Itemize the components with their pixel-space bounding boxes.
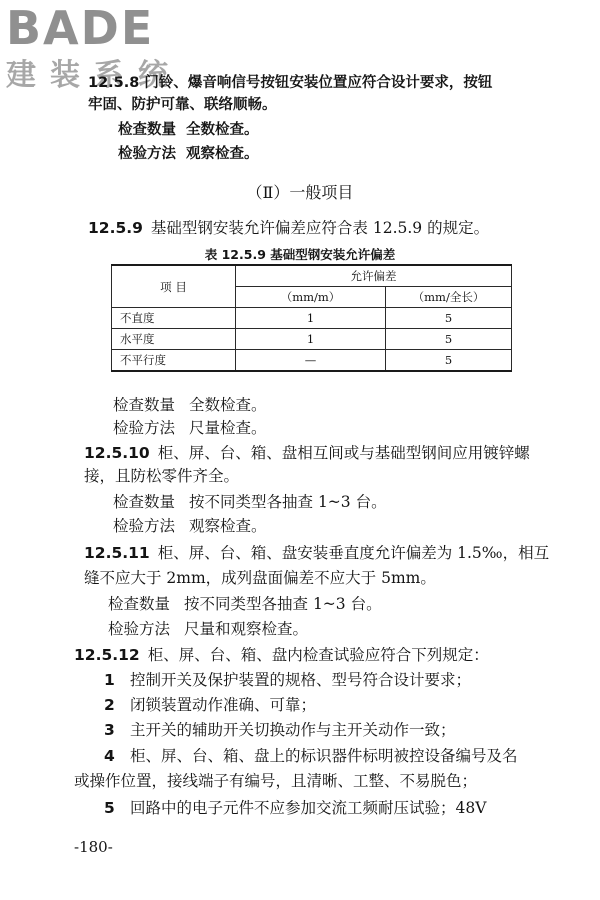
row-full: 5: [386, 308, 512, 329]
clause-text: 柜、屏、台、箱、盘内检查试验应符合下列规定：: [147, 646, 489, 664]
clause-number: 12.5.11: [84, 544, 150, 562]
row-item: 不平行度: [112, 350, 236, 372]
watermark-word: BADE: [6, 1, 155, 55]
inspect-value: 全数检查。: [186, 122, 259, 138]
list-item-continuation: 或操作位置，接线端子有编号，且清晰、工整、不易脱色；: [74, 772, 478, 790]
clause-12-5-11-line1: [84, 543, 549, 563]
method-value: 尺量和观察检查。: [184, 620, 309, 638]
clause-text: 基础型钢安装允许偏差应符合表 12.5.9 的规定。: [150, 219, 490, 237]
row-full: 5: [386, 350, 512, 372]
row-item: 水平度: [112, 329, 236, 350]
method-label: 检验方法: [108, 620, 171, 638]
clause-number: 12.5.10: [84, 444, 150, 462]
list-item: 1 控制开关及保护装置的规格、型号符合设计要求；: [104, 671, 472, 689]
clause-12-5-12: [74, 645, 489, 665]
clause-12-5-10-line2: 接，且防松零件齐全。: [84, 467, 240, 485]
page-number: -180-: [74, 838, 113, 856]
clause-12-5-8-inspect: [118, 119, 259, 140]
table-header-item: 项 目: [112, 265, 236, 308]
table-caption: 表 12.5.9 基础型钢安装允许偏差: [204, 247, 396, 262]
clause-12-5-9: [88, 218, 489, 238]
clause-12-5-10-method: [113, 516, 267, 536]
table-row: [112, 329, 512, 350]
row-per-m: 1: [236, 329, 386, 350]
method-value: 观察检查。: [189, 517, 267, 535]
table-header-full: （mm/全长）: [386, 287, 512, 308]
table-header-group: 允许偏差: [236, 265, 512, 287]
clause-12-5-8-method: [118, 143, 259, 164]
clause-text: 柜、屏、台、箱、盘安装垂直度允许偏差为 1.5‰，相互: [157, 544, 550, 562]
inspect-label: 检查数量: [113, 493, 176, 511]
table-header-per-m: （mm/m）: [236, 287, 386, 308]
clause-12-5-10-line1: [84, 443, 530, 463]
inspect-label: 检查数量: [118, 122, 176, 138]
inspect-label: 检查数量: [108, 595, 171, 613]
list-item: 5 回路中的电子元件不应参加交流工频耐压试验；48V: [104, 799, 487, 817]
list-item: 2 闭锁装置动作准确、可靠；: [104, 696, 317, 714]
inspect-label: 检查数量: [113, 396, 176, 414]
clause-text: 柜、屏、台、箱、盘相互间或与基础型钢间应用镀锌螺: [157, 444, 530, 462]
method-value: 观察检查。: [186, 146, 259, 162]
watermark-subtitle: 建装系统: [6, 58, 182, 93]
clause-12-5-8-text: 12.5.8 门铃、爆音响信号按钮安装位置应符合设计要求，按钮: [88, 75, 493, 91]
method-value: 尺量检查。: [189, 419, 267, 437]
clause-number: 12.5.9: [88, 219, 143, 237]
clause-12-5-10-inspect: [113, 492, 387, 512]
clause-12-5-11-line2: 缝不应大于 2mm，成列盘面偏差不应大于 5mm。: [84, 569, 436, 587]
method-label: 检验方法: [113, 419, 176, 437]
clause-12-5-8-line1: [88, 72, 492, 93]
clause-number: 12.5.12: [74, 646, 140, 664]
method-label: 检验方法: [118, 146, 176, 162]
inspect-value: 按不同类型各抽查 1~3 台。: [184, 595, 382, 613]
list-item: 4 柜、屏、台、箱、盘上的标识器件标明被控设备编号及名: [104, 747, 518, 765]
tolerance-table: [111, 264, 512, 372]
list-item: 3 主开关的辅助开关切换动作与主开关动作一致；: [104, 721, 456, 739]
method-label: 检验方法: [113, 517, 176, 535]
inspect-value: 全数检查。: [189, 396, 267, 414]
row-item: 不直度: [112, 308, 236, 329]
table-row: [112, 350, 512, 372]
section-heading: （Ⅱ）一般项目: [246, 183, 354, 202]
clause-12-5-11-inspect: [108, 594, 382, 614]
clause-12-5-9-method: [113, 418, 267, 438]
inspect-value: 按不同类型各抽查 1~3 台。: [189, 493, 387, 511]
row-per-m: —: [236, 350, 386, 372]
table-row: [112, 308, 512, 329]
row-full: 5: [386, 329, 512, 350]
clause-12-5-8-line2: 牢固、防护可靠、联络顺畅。: [88, 97, 277, 113]
row-per-m: 1: [236, 308, 386, 329]
clause-12-5-9-inspect: [113, 395, 267, 415]
clause-12-5-11-method: [108, 619, 308, 639]
